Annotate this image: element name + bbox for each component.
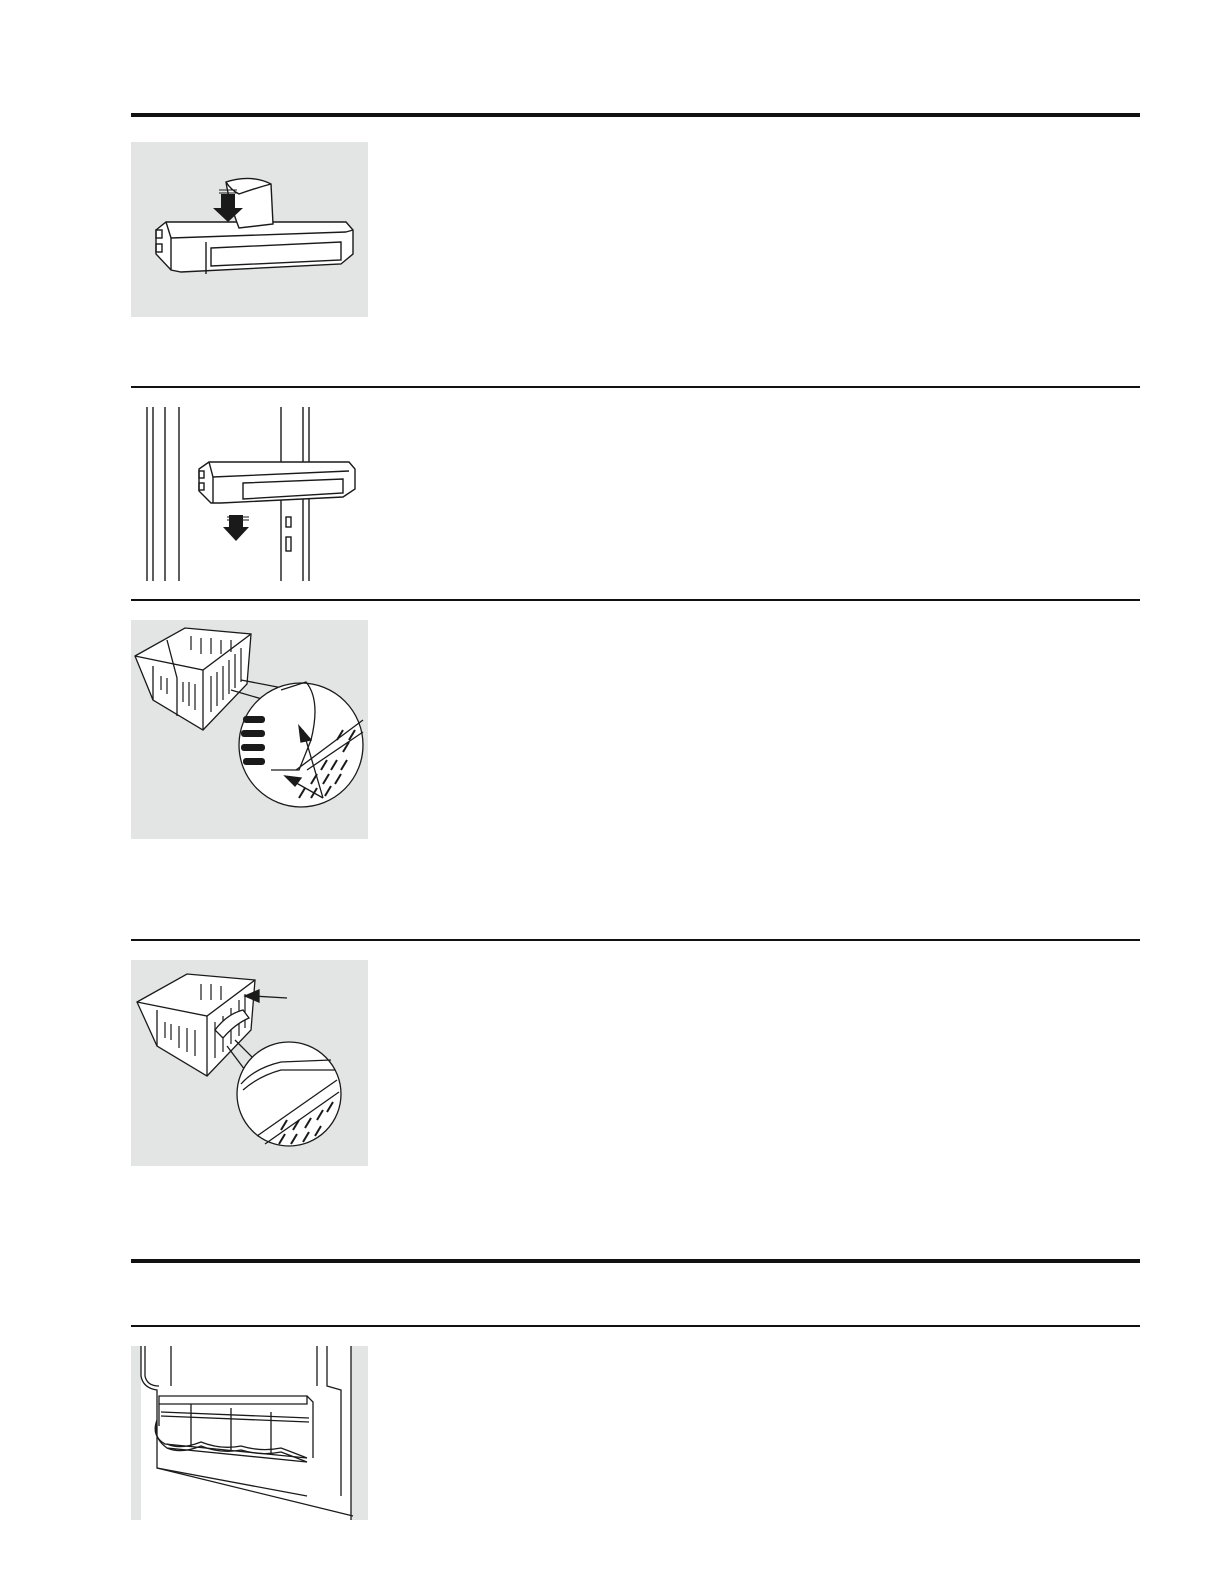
illustration-door-bin-removal [131,407,368,581]
section-rule-top [131,113,1140,117]
section-rule-3 [131,599,1140,601]
illustration-door-wire-rack [131,1346,368,1520]
section-rule-5 [131,1259,1140,1263]
illustration-freezer-basket-divider [131,620,368,839]
section-rule-4 [131,939,1140,941]
illustration-freezer-basket-divider-removed [131,960,368,1166]
section-rule-2 [131,386,1140,388]
section-rule-6 [131,1325,1140,1327]
illustration-door-bin-handle [131,142,368,317]
